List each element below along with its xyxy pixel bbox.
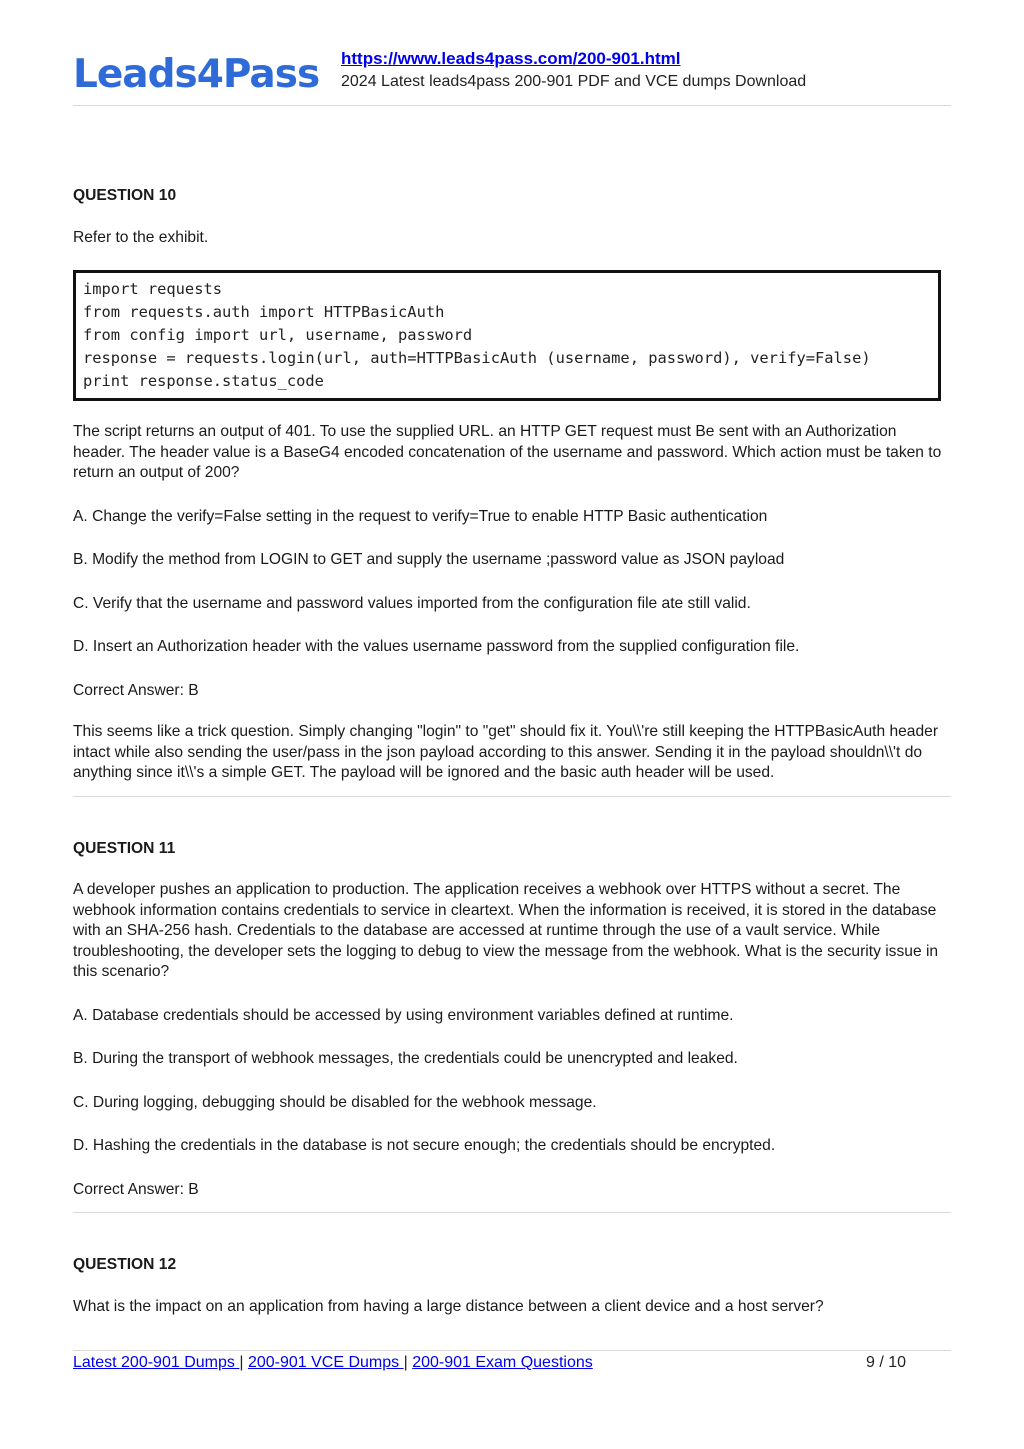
header-subtitle: 2024 Latest leads4pass 200-901 PDF and VCE dumps Download [341, 73, 807, 90]
question-10-answer: Correct Answer: B [73, 681, 199, 699]
vce-dumps-link[interactable]: 200-901 VCE Dumps [247, 1354, 404, 1371]
question-11-option-a: A. Database credentials should be accessed by using environment variables defined at runtime. [73, 1006, 734, 1024]
question-11-text: A developer pushes an application to production. The application receives a webhook over HTTPS without a secret. The webhook information contains credentials to service in cleartext. When the information is received, it is stored in the database with an SHA-256 hash. Credentials to the database are accessed at runtime through the use of a vault service. While troubleshooting, the developer sets the logging to debug to view the message from the webhook. What is the security issue in this scenario? [73, 881, 939, 980]
question-11-option-c: C. During logging, debugging should be disabled for the webhook message. [73, 1093, 597, 1111]
code-line: from config import url, username, password [83, 326, 473, 344]
code-line: from requests.auth import HTTPBasicAuth [83, 303, 445, 321]
question-11-option-d: D. Hashing the credentials in the database is not secure enough; the credentials should be encrypted. [73, 1137, 776, 1154]
question-10-option-b: B. Modify the method from LOGIN to GET and supply the username ;password value as JSON payload [73, 551, 785, 568]
question-10-text: The script returns an output of 401. To use the supplied URL. an HTTP GET request must Be sent with an Authorization header. The header value is a BaseG4 encoded concatenation of the username and password. Which action must be taken to return an output of 200? [73, 423, 942, 481]
question-11-option-b: B. During the transport of webhook messages, the credentials could be unencrypted and leaked. [73, 1050, 738, 1067]
header-url-link[interactable]: https://www.leads4pass.com/200-901.html [341, 49, 681, 68]
footer-separator: | [403, 1354, 408, 1371]
divider [73, 796, 951, 797]
question-10-option-d: D. Insert an Authorization header with the values username password from the supplied configuration file. [73, 638, 800, 655]
code-line: print response.status_code [83, 372, 324, 390]
page-footer [73, 1350, 951, 1372]
document-content [73, 186, 951, 1317]
question-12-text: What is the impact on an application from having a large distance between a client device and a host server? [73, 1297, 824, 1315]
question-10-intro: Refer to the exhibit. [73, 228, 209, 246]
question-11-title: QUESTION 11 [73, 839, 176, 857]
divider [73, 1212, 951, 1213]
page-header [73, 45, 951, 106]
code-line: import requests [83, 280, 222, 298]
question-12-title: QUESTION 12 [73, 1256, 177, 1273]
question-10-explanation: This seems like a trick question. Simply changing "login" to "get" should fix it. You\\'re still keeping the HTTPBasicAuth header intact while also sending the user/pass in the json payload according to this answer. Sending it in the payload shouldn\\'t do anything since it\\'s a simple GET. The payload will be ignored and the basic auth header will be used. [73, 723, 939, 781]
question-10-option-c: C. Verify that the username and password values imported from the configuration file ate still valid. [73, 594, 751, 612]
code-line: response = requests.login(url, auth=HTTPBasicAuth (username, password), verify=False) [83, 349, 871, 367]
question-10-option-a: A. Change the verify=False setting in the request to verify=True to enable HTTP Basic authentication [73, 507, 768, 525]
question-10-title: QUESTION 10 [73, 187, 177, 204]
code-exhibit [73, 270, 941, 401]
latest-dumps-link[interactable]: Latest 200-901 Dumps [73, 1354, 240, 1371]
page-number: 9 / 10 [865, 1354, 906, 1371]
question-11-answer: Correct Answer: B [73, 1180, 199, 1198]
footer-separator: | [239, 1354, 244, 1371]
leads4pass-logo[interactable]: Leads4Pass [73, 52, 320, 97]
exam-questions-link[interactable]: 200-901 Exam Questions [412, 1354, 593, 1371]
